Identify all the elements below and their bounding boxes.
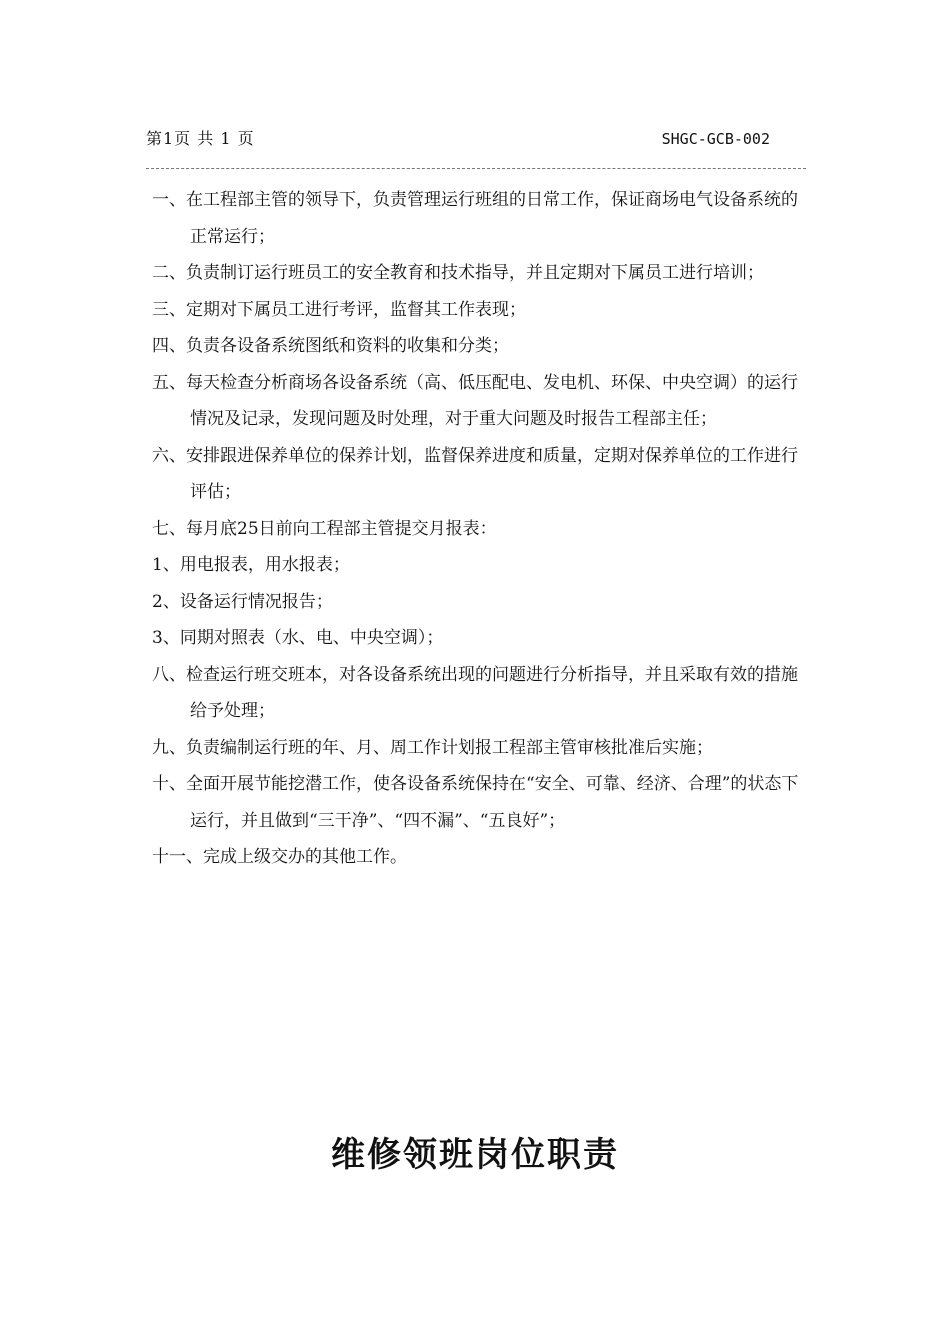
duty-item-8: 八、检查运行班交班本，对各设备系统出现的问题进行分析指导，并且采取有效的措施给予处理；: [152, 664, 798, 721]
header-divider: [146, 168, 806, 169]
document-code: SHGC-GCB-002: [661, 130, 770, 148]
duty-item-7: 七、每月底25日前向工程部主管提交月报表：: [152, 518, 497, 539]
duty-item-5: 五、每天检查分析商场各设备系统（高、低压配电、发电机、环保、中央空调）的运行情况及记录，发现问题及时处理，对于重大问题及时报告工程部主任；: [152, 372, 798, 429]
duties-list: [152, 182, 810, 876]
report-subitem-3: 3、同期对照表（水、电、中央空调）；: [152, 628, 444, 648]
report-subitem-1: 1、用电报表，用水报表；: [152, 555, 350, 575]
section-title: 维修领班岗位职责: [331, 1135, 619, 1175]
duty-item-9: 九、负责编制运行班的年、月、周工作计划报工程部主管审核批准后实施；: [152, 737, 713, 758]
duty-item-4: 四、负责各设备系统图纸和资料的收集和分类；: [152, 336, 509, 356]
duty-item-11: 十一、完成上级交办的其他工作。: [152, 847, 407, 867]
duty-item-10: 十、全面开展节能挖潜工作，使各设备系统保持在“安全、可靠、经济、合理”的状态下运行，并且做到“三干净”、“四不漏”、“五良好”；: [152, 774, 799, 831]
duty-item-3: 三、定期对下属员工进行考评，监督其工作表现；: [152, 299, 526, 320]
report-subitem-2: 2、设备运行情况报告；: [152, 591, 333, 612]
page-number-info: 第1页 共 1 页: [146, 129, 255, 148]
duty-item-2: 二、负责制订运行班员工的安全教育和技术指导，并且定期对下属员工进行培训；: [152, 263, 764, 283]
duty-item-1: 一、在工程部主管的领导下，负责管理运行班组的日常工作，保证商场电气设备系统的正常运行；: [152, 190, 798, 247]
page-header: [146, 126, 806, 152]
duty-item-6: 六、安排跟进保养单位的保养计划，监督保养进度和质量，定期对保养单位的工作进行评估；: [152, 445, 798, 502]
